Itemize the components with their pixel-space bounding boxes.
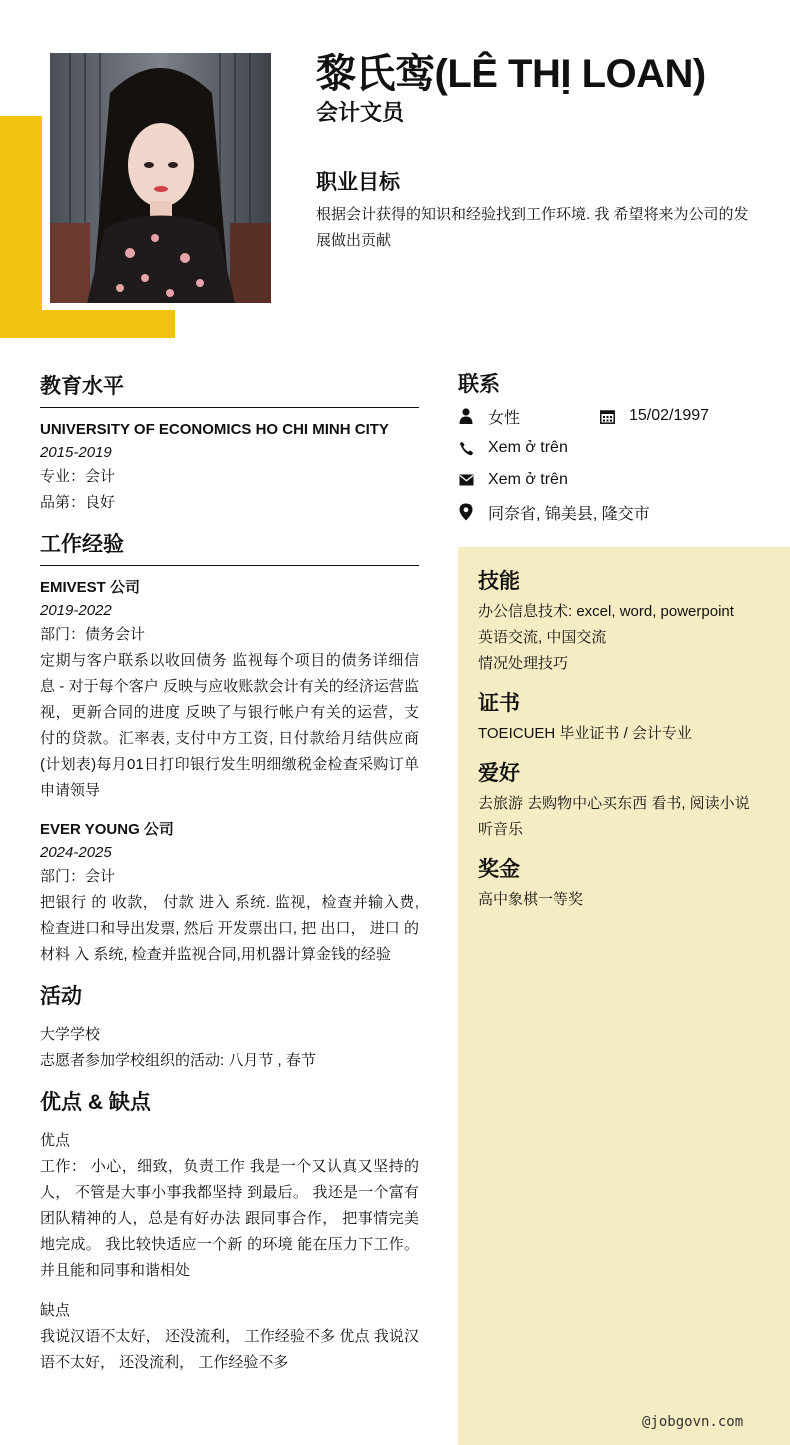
certificates-heading: 证书	[478, 692, 520, 715]
award-item: 高中象棋一等奖	[478, 891, 584, 908]
pros-text: 工作： 小心，细致，负责工作 我是一个又认真又坚持的人， 不管是大事小事我都坚持 到最后。 我还是一个富有团队精神的人，总是有好办法 跟同事合作， 把事情完美地完成。 我比较快适应一个新 的环境 能在压力下工作。并且能和同事和谐相处	[40, 1158, 419, 1279]
skill-item: 情况处理技巧	[478, 655, 569, 672]
job-title: 会计文员	[316, 100, 405, 125]
candidate-name: 黎氏鸾(LÊ THỊ LOAN)	[316, 52, 706, 96]
objective-heading: 职业目标	[316, 171, 400, 194]
contact-phone	[458, 435, 568, 461]
phone-value: Xem ở trên	[488, 439, 568, 456]
activity-item: 大学学校	[40, 1026, 101, 1043]
accent-bar-bottom	[0, 310, 175, 338]
activity-item: 志愿者参加学校组织的活动: 八月节 , 春节	[40, 1052, 316, 1069]
job-entry	[40, 576, 419, 804]
gender-value: 女性	[488, 409, 521, 427]
section-divider	[40, 565, 419, 566]
mail-icon	[458, 472, 474, 488]
section-divider	[40, 407, 419, 408]
school-name: UNIVERSITY OF ECONOMICS HO CHI MINH CITY	[40, 421, 389, 438]
accent-bar-left	[0, 116, 42, 338]
left-column	[40, 370, 419, 1376]
objective-text: 根据会计获得的知识和经验找到工作环境. 我 希望将来为公司的发展做出贡献	[316, 206, 749, 249]
job-years: 2019-2022	[40, 602, 112, 619]
skills-heading: 技能	[478, 570, 520, 593]
job-years: 2024-2025	[40, 844, 112, 861]
address-value: 同奈省, 锦美县, 隆交市	[488, 505, 650, 523]
birthday-value: 15/02/1997	[629, 407, 710, 424]
certificate-item: TOEICUEH 毕业证书 / 会计专业	[478, 725, 692, 742]
contact-gender	[458, 403, 520, 429]
contact-email	[458, 467, 568, 493]
skill-item: 办公信息技术: excel, word, powerpoint	[478, 603, 734, 620]
job-description: 把银行 的 收款， 付款 进入 系统. 监视，检查并输入费, 检查进口和导出发票, 然后 开发票出口, 把 出口， 进口 的 材料 入 系统, 检查并监视合同,用机器计算金钱的经验	[40, 894, 419, 963]
activities-heading: 活动	[40, 985, 82, 1008]
hobby-item: 去旅游 去购物中心买东西 看书, 阅读小说	[478, 795, 750, 812]
sidebar-panel	[458, 547, 790, 1445]
email-value: Xem ở trên	[488, 471, 568, 488]
skill-item: 英语交流, 中国交流	[478, 629, 607, 646]
hobby-item: 听音乐	[478, 821, 524, 838]
profile-photo	[50, 53, 271, 303]
hobbies-heading: 爱好	[478, 762, 520, 785]
contact-heading: 联系	[458, 373, 500, 396]
cons-label: 缺点	[40, 1302, 71, 1319]
pros-label: 优点	[40, 1132, 71, 1149]
job-company: EMIVEST 公司	[40, 579, 141, 596]
job-company: EVER YOUNG 公司	[40, 821, 174, 838]
phone-icon	[458, 440, 474, 456]
education-grade: 品第：良好	[40, 494, 116, 511]
education-heading: 教育水平	[40, 375, 124, 398]
cons-text: 我说汉语不太好， 还没流利， 工作经验不多 优点 我说汉语不太好， 还没流利， 工作经验不多	[40, 1328, 419, 1371]
calendar-icon	[599, 408, 615, 424]
experience-heading: 工作经验	[40, 533, 124, 556]
job-entry	[40, 818, 419, 968]
contact-address	[458, 499, 650, 525]
watermark-text: @jobgovn.com	[642, 1414, 744, 1430]
contact-birthday	[599, 403, 709, 429]
location-icon	[458, 504, 474, 520]
job-department: 部门：债务会计	[40, 626, 146, 643]
awards-heading: 奖金	[478, 858, 520, 881]
education-years: 2015-2019	[40, 444, 112, 461]
job-department: 部门：会计	[40, 868, 116, 885]
education-major: 专业：会计	[40, 468, 116, 485]
job-description: 定期与客户联系以收回债务 监视每个项目的债务详细信息 - 对于每个客户 反映与应收账款会计有关的经济运营监视，更新合同的进度 反映了与银行帐户有关的运营，支付的贷款。汇率表, 支付中方工资, 日付款给月结供应商(计划表)每月01日打印银行发生明细缴税金检查采购订单申请领导	[40, 652, 419, 799]
pros-cons-heading: 优点 & 缺点	[40, 1091, 151, 1114]
person-icon	[458, 408, 474, 424]
